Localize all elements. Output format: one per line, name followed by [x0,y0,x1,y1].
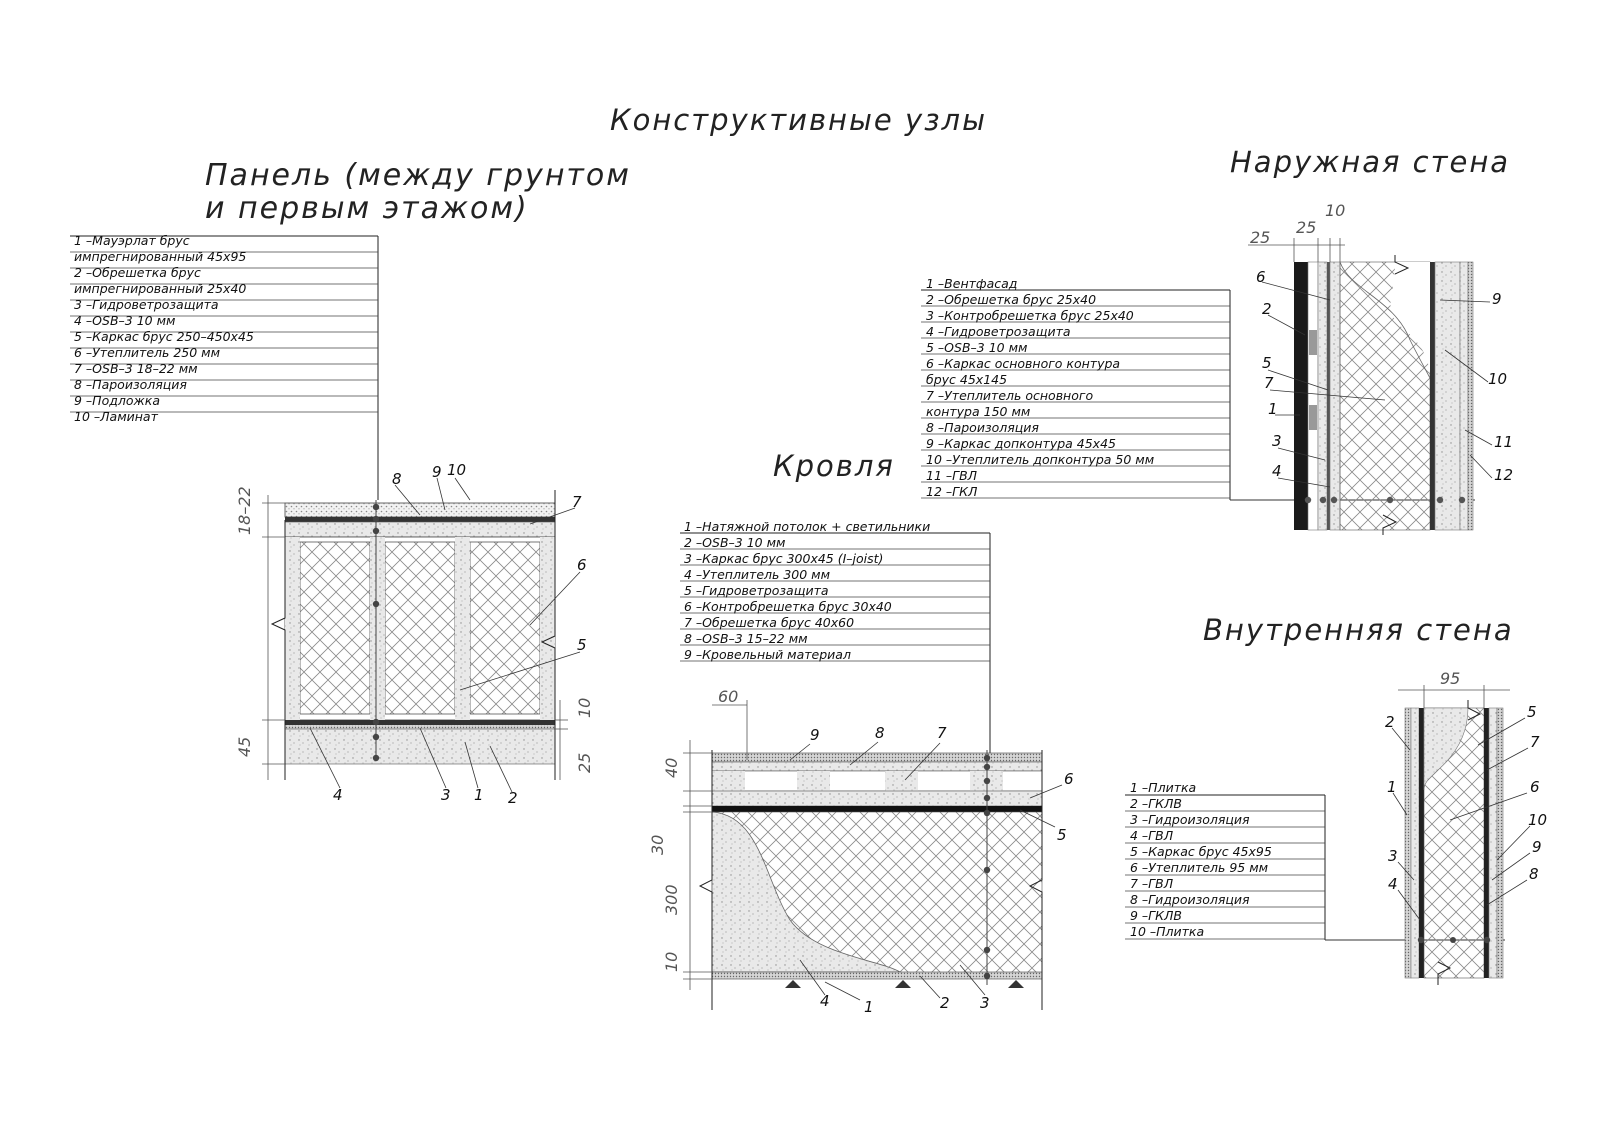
roof-title: Кровля [773,449,895,483]
outer-wall-dim-10: 10 [1325,201,1346,220]
panel-legend-item: импрегнированный 25х40 [74,281,247,296]
roof-callout-8: 8 [875,724,885,742]
roof-legend-item: 9 –Кровельный материал [684,647,851,662]
inner-wall-legend-item: 7 –ГВЛ [1130,876,1174,891]
roof-callout-3: 3 [980,994,990,1012]
inner-wall-callout-5: 5 [1527,703,1537,721]
inner-wall-legend-item: 5 –Каркас брус 45х95 [1130,844,1272,859]
outer-wall-callout-12: 12 [1494,466,1514,484]
outer-wall-drawing [1248,201,1513,535]
roof-callout-2: 2 [940,994,950,1012]
panel-legend-item: 1 –Мауэрлат брус [74,233,190,248]
panel-legend-item: 4 –OSB–3 10 мм [74,313,176,328]
outer-wall-title: Наружная стена [1230,145,1511,179]
outer-wall-legend-item: 3 –Контробрешетка брус 25х40 [926,308,1134,323]
panel-callout-9: 9 [432,463,442,481]
inner-wall-callout-4: 4 [1388,875,1398,893]
roof-legend-item: 4 –Утеплитель 300 мм [684,567,831,582]
roof-legend-item: 6 –Контробрешетка брус 30х40 [684,599,892,614]
inner-wall-dim-95: 95 [1440,669,1461,688]
panel-legend-item: 7 –OSB–3 18–22 мм [74,361,198,376]
outer-wall-callout-10: 10 [1488,370,1508,388]
outer-wall-legend-item: 12 –ГКЛ [926,484,978,499]
panel-callout-10: 10 [447,461,467,479]
roof-callout-9: 9 [810,726,820,744]
inner-wall-callout-10: 10 [1528,811,1548,829]
inner-wall-title: Внутренняя стена [1203,613,1514,647]
panel-dim-25: 25 [575,752,594,773]
panel-legend-item: 8 –Пароизоляция [74,377,187,392]
panel-callout-3: 3 [441,786,451,804]
panel-legend-item: 2 –Обрешетка брус [74,265,201,280]
roof-legend-item: 2 –OSB–3 10 мм [684,535,786,550]
outer-wall-callout-6: 6 [1256,268,1266,286]
outer-wall-legend-item: 9 –Каркас допконтура 45х45 [926,436,1116,451]
inner-wall-legend-item: 8 –Гидроизоляция [1130,892,1250,907]
panel-legend-item: 5 –Каркас брус 250–450х45 [74,329,254,344]
outer-wall-legend-item: 1 –Вентфасад [926,276,1018,291]
outer-wall-callout-2: 2 [1262,300,1272,318]
panel-dim-18-22: 18–22 [235,486,254,535]
roof-callout-4: 4 [820,992,830,1010]
inner-wall-callout-9: 9 [1532,838,1542,856]
roof-legend-item: 3 –Каркас брус 300х45 (I–joist) [684,551,884,566]
panel-section-drawing [235,461,594,807]
roof-callout-5: 5 [1057,826,1067,844]
outer-wall-legend-item: 6 –Каркас основного контура [926,356,1121,371]
outer-wall-legend-item: 5 –OSB–3 10 мм [926,340,1028,355]
outer-wall-legend-item: 2 –Обрешетка брус 25х40 [926,292,1097,307]
inner-wall-callout-7: 7 [1530,733,1540,751]
roof-dim-300: 300 [662,884,681,915]
roof-legend-item: 1 –Натяжной потолок + светильники [684,519,931,534]
inner-wall-callout-3: 3 [1388,847,1398,865]
roof-section-drawing [648,687,1074,1016]
outer-wall-callout-3: 3 [1272,432,1282,450]
panel-dim-10: 10 [575,697,594,718]
panel-legend-item: 10 –Ламинат [74,409,158,424]
panel-section [70,158,631,807]
panel-title-line1: Панель (между грунтом [205,158,631,193]
inner-wall-callout-8: 8 [1529,865,1539,883]
inner-wall-callout-1: 1 [1387,778,1397,796]
roof-dim-40: 40 [662,757,681,778]
panel-legend-item: 9 –Подложка [74,393,160,408]
inner-wall-legend-item: 9 –ГКЛВ [1130,908,1182,923]
panel-title-line2: и первым этажом) [205,191,529,226]
outer-wall-callout-5: 5 [1262,354,1272,372]
outer-wall-callout-9: 9 [1492,290,1502,308]
panel-callout-7: 7 [572,493,582,511]
roof-section [648,449,1074,1016]
panel-legend-item: 6 –Утеплитель 250 мм [74,345,221,360]
roof-dim-30: 30 [648,834,667,855]
panel-dim-45: 45 [235,736,254,757]
outer-wall-legend-item: 4 –Гидроветрозащита [926,324,1071,339]
roof-legend-item: 8 –OSB–3 15–22 мм [684,631,808,646]
outer-wall-section [921,145,1513,535]
inner-wall-legend-item: 3 –Гидроизоляция [1130,812,1250,827]
panel-callout-8: 8 [392,470,402,488]
outer-wall-callout-7: 7 [1264,374,1274,392]
panel-callout-2: 2 [508,789,518,807]
outer-wall-legend-item: брус 45х145 [926,372,1008,387]
inner-wall-legend-item: 2 –ГКЛВ [1130,796,1182,811]
outer-wall-legend-item: 10 –Утеплитель допконтура 50 мм [926,452,1155,467]
outer-wall-callout-4: 4 [1272,462,1282,480]
outer-wall-dim-25a: 25 [1250,228,1271,247]
panel-legend-item: импрегнированный 45х95 [74,249,247,264]
panel-legend [70,233,378,500]
outer-wall-legend-item: 7 –Утеплитель основного [926,388,1094,403]
outer-wall-legend-item: 11 –ГВЛ [926,468,978,483]
inner-wall-drawing [1385,669,1547,985]
inner-wall-callout-2: 2 [1385,713,1395,731]
outer-wall-legend-item: 8 –Пароизоляция [926,420,1039,435]
inner-wall-section [1125,613,1547,985]
roof-dim-10: 10 [662,951,681,972]
outer-wall-callout-1: 1 [1268,400,1278,418]
inner-wall-legend-item: 1 –Плитка [1130,780,1197,795]
outer-wall-legend-item: контура 150 мм [926,404,1031,419]
outer-wall-callout-11: 11 [1494,433,1514,451]
inner-wall-legend-item: 6 –Утеплитель 95 мм [1130,860,1269,875]
roof-dim-60: 60 [718,687,739,706]
panel-callout-1: 1 [474,786,484,804]
roof-callout-7: 7 [937,724,947,742]
page-title: Конструктивные узлы [610,103,987,137]
panel-callout-5: 5 [577,636,587,654]
panel-legend-item: 3 –Гидроветрозащита [74,297,219,312]
inner-wall-callout-6: 6 [1530,778,1540,796]
outer-wall-dim-25b: 25 [1296,218,1317,237]
inner-wall-legend-item: 4 –ГВЛ [1130,828,1174,843]
panel-callout-6: 6 [577,556,587,574]
roof-callout-1: 1 [864,998,874,1016]
roof-callout-6: 6 [1064,770,1074,788]
roof-legend-item: 5 –Гидроветрозащита [684,583,829,598]
roof-legend-item: 7 –Обрешетка брус 40х60 [684,615,855,630]
inner-wall-legend-item: 10 –Плитка [1130,924,1205,939]
panel-callout-4: 4 [333,786,343,804]
